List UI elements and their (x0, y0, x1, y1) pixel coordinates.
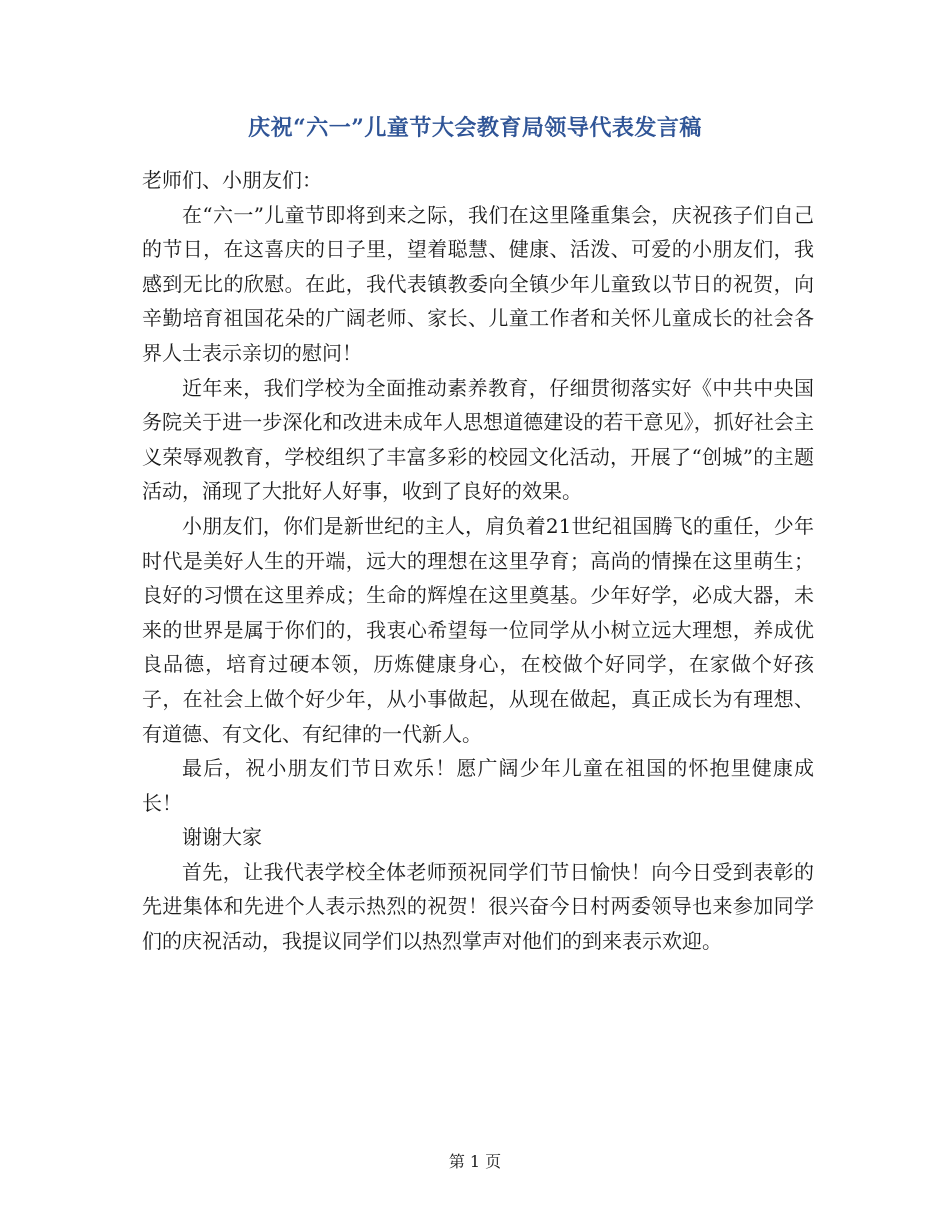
paragraph-2: 近年来，我们学校为全面推动素养教育，仔细贯彻落实好《中共中央国务院关于进一步深化和改进未成年人思想道德建设的若干意见》，抓好社会主义荣辱观教育，学校组织了丰富多彩的校园文化活动，开展了“创城”的主题活动，涌现了大批好人好事，收到了良好的效果。 (142, 375, 814, 504)
page-number: 第 1 页 (448, 1152, 502, 1171)
paragraph-6: 首先，让我代表学校全体老师预祝同学们节日愉快！向今日受到表彰的先进集体和先进个人表示热烈的祝贺！很兴奋今日村两委领导也来参加同学们的庆祝活动，我提议同学们以热烈掌声对他们的到来表示欢迎。 (142, 859, 814, 954)
salutation: 老师们、小朋友们： (142, 168, 322, 192)
paragraph-4: 最后，祝小朋友们节日欢乐！愿广阔少年儿童在祖国的怀抱里健康成长！ (142, 756, 814, 815)
document-body (142, 163, 814, 959)
paragraph-3: 小朋友们，你们是新世纪的主人，肩负着21世纪祖国腾飞的重任，少年时代是美好人生的开端，远大的理想在这里孕育；高尚的情操在这里萌生；良好的习惯在这里养成；生命的辉煌在这里奠基。少年好学，必成大器，未来的世界是属于你们的，我衷心希望每一位同学从小树立远大理想，养成优良品德，培育过硬本领，历炼健康身心，在校做个好同学，在家做个好孩子，在社会上做个好少年，从小事做起，从现在做起，真正成长为有理想、有道德、有文化、有纪律的一代新人。 (142, 513, 814, 746)
paragraph-1: 在“六一”儿童节即将到来之际，我们在这里隆重集会，庆祝孩子们自己的节日，在这喜庆的日子里，望着聪慧、健康、活泼、可爱的小朋友们，我感到无比的欣慰。在此，我代表镇教委向全镇少年儿童致以节日的祝贺，向辛勤培育祖国花朵的广阔老师、家长、儿童工作者和关怀儿童成长的社会各界人士表示亲切的慰问！ (142, 202, 814, 365)
document-title: 庆祝“六一”儿童节大会教育局领导代表发言稿 (248, 115, 702, 141)
paragraph-5: 谢谢大家 (182, 825, 262, 850)
